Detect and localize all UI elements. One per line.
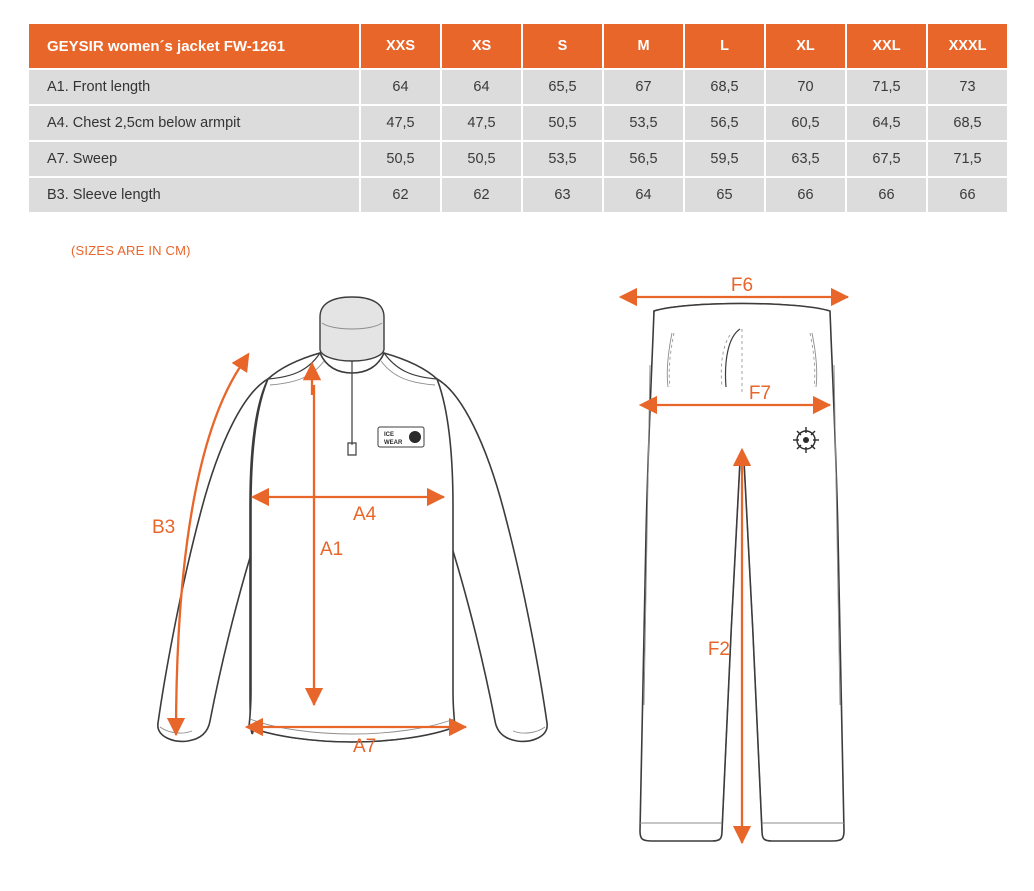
measure-label-a7-text: A7 [353,736,377,757]
measure-label-f6-text: F6 [730,275,754,296]
cell-a7-xl: 63,5 [765,141,846,177]
cell-b3-s: 63 [522,177,603,213]
cell-a4-xs: 47,5 [441,105,522,141]
cell-a1-xxxl: 73 [927,69,1008,105]
cell-b3-xs: 62 [441,177,522,213]
size-table [27,22,1009,214]
brand-logo [378,427,424,447]
size-table-body [28,69,1008,213]
cell-a4-l: 56,5 [684,105,765,141]
cell-a7-xxl: 67,5 [846,141,927,177]
cell-a1-l: 68,5 [684,69,765,105]
cell-a1-xxs: 64 [360,69,441,105]
measure-label-a4-text: A4 [353,504,377,525]
logo-line1: ICE [384,432,395,438]
size-header-xxl: XXL [846,23,927,69]
measure-label-a7: A7. Sweep [28,141,360,177]
cell-a4-s: 50,5 [522,105,603,141]
jacket-illustration [152,297,547,757]
cell-a7-xxxl: 71,5 [927,141,1008,177]
cell-b3-xxl: 66 [846,177,927,213]
table-row [28,177,1008,213]
size-header-xs: XS [441,23,522,69]
size-header-xxxl: XXXL [927,23,1008,69]
cell-b3-xxxl: 66 [927,177,1008,213]
measure-label-a4: A4. Chest 2,5cm below armpit [28,105,360,141]
size-table-head [28,23,1008,69]
cell-a1-xs: 64 [441,69,522,105]
cell-b3-l: 65 [684,177,765,213]
cell-b3-m: 64 [603,177,684,213]
table-header-row [28,23,1008,69]
cell-a1-m: 67 [603,69,684,105]
table-row [28,141,1008,177]
cell-a4-xl: 60,5 [765,105,846,141]
cell-b3-xxs: 62 [360,177,441,213]
measure-label-f2-text: F2 [707,639,730,660]
measure-label-a1-text: A1 [320,539,344,560]
pants-illustration [636,275,848,843]
table-row [28,105,1008,141]
measure-label-b3-text: B3 [152,517,176,538]
cell-a1-xxl: 71,5 [846,69,927,105]
measure-label-f7-text: F7 [748,383,772,404]
size-header-m: M [603,23,684,69]
cell-a4-xxs: 47,5 [360,105,441,141]
size-header-xl: XL [765,23,846,69]
cell-a1-s: 65,5 [522,69,603,105]
size-table-container [27,22,1007,214]
cell-a4-xxxl: 68,5 [927,105,1008,141]
table-row [28,69,1008,105]
measure-label-b3: B3. Sleeve length [28,177,360,213]
cell-a7-m: 56,5 [603,141,684,177]
cell-a1-xl: 70 [765,69,846,105]
units-note: (SIZES ARE IN CM) [71,243,191,258]
product-title-cell: GEYSIR women´s jacket FW-1261 [28,23,360,69]
cell-a4-m: 53,5 [603,105,684,141]
cell-a7-xxs: 50,5 [360,141,441,177]
garment-illustrations [0,275,1034,885]
logo-line2: WEAR [384,440,403,446]
cell-a4-xxl: 64,5 [846,105,927,141]
cell-a7-xs: 50,5 [441,141,522,177]
cell-b3-xl: 66 [765,177,846,213]
size-header-xxs: XXS [360,23,441,69]
cell-a7-l: 59,5 [684,141,765,177]
measure-label-a1: A1. Front length [28,69,360,105]
size-header-s: S [522,23,603,69]
cell-a7-s: 53,5 [522,141,603,177]
size-header-l: L [684,23,765,69]
